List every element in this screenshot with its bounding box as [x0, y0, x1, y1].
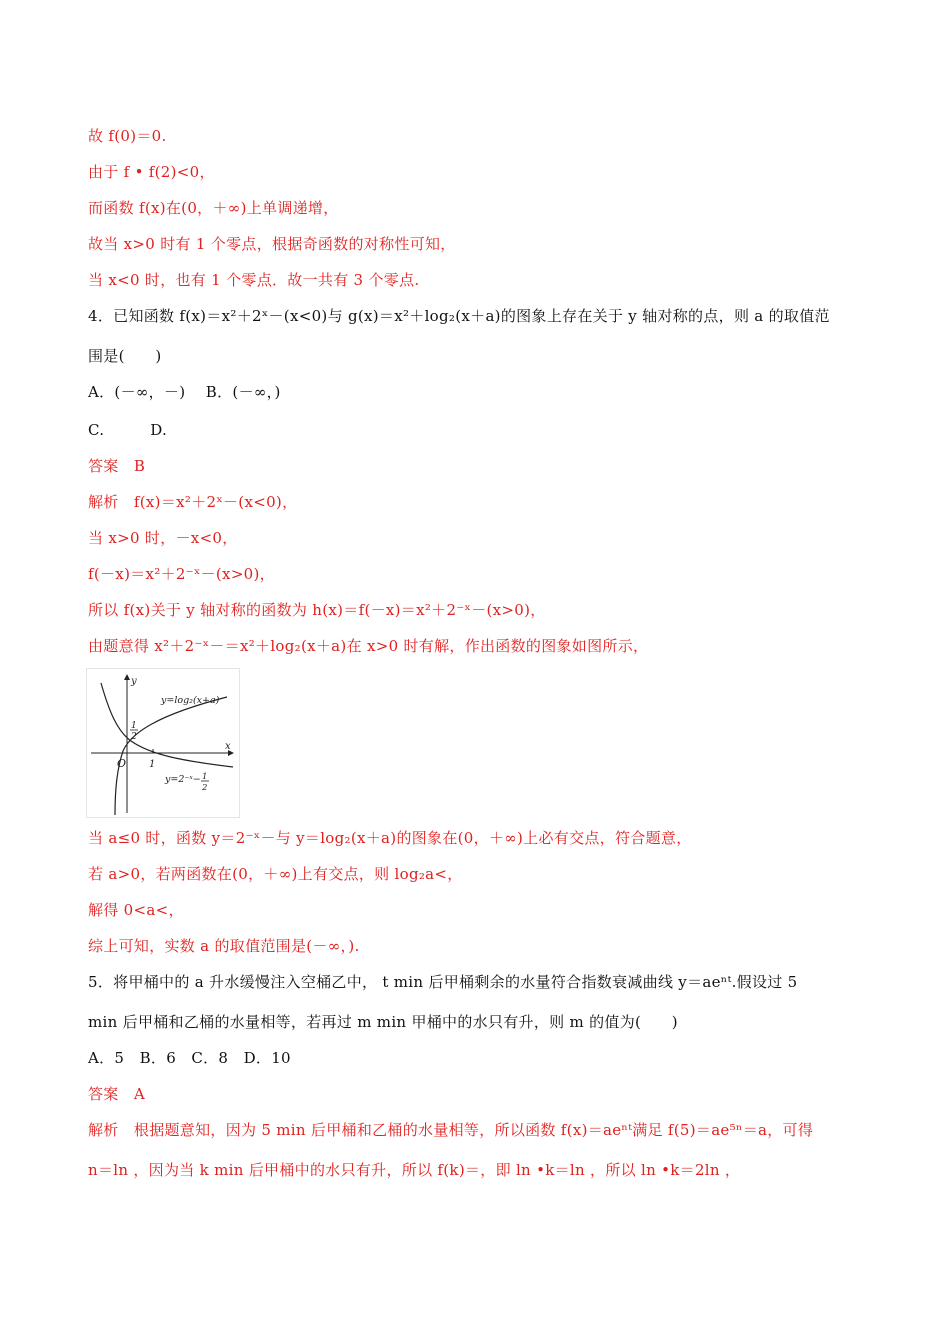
question-4-options-ab: A．(－∞，－) B．(－∞，) [88, 383, 281, 401]
analysis-line: 解析 f(x)＝x²＋2ˣ－(x<0)， [88, 493, 298, 511]
analysis-line: 由题意得 x²＋2⁻ˣ－＝x²＋log₂(x＋a)在 x>0 时有解，作出函数的图象如图所示， [88, 637, 649, 655]
answer-label: 答案 B [88, 457, 146, 475]
y-axis-label: y [131, 676, 137, 687]
analysis-line: 当 x>0 时，－x<0， [88, 529, 238, 547]
text-line: 当 x<0 时，也有 1 个零点．故一共有 3 个零点. [88, 271, 420, 289]
question-4-stem-cont: 围是( ) [88, 347, 162, 365]
question-5-options: A．5 B．6 C．8 D．10 [88, 1049, 291, 1067]
answer-label: 答案 A [88, 1085, 146, 1103]
analysis-line: 综上可知，实数 a 的取值范围是(－∞，). [88, 937, 360, 955]
origin-label: O [117, 757, 127, 770]
question-4-options-cd: C. D. [88, 421, 168, 439]
question-5-stem-cont: min 后甲桶和乙桶的水量相等，若再过 m min 甲桶中的水只有升，则 m 的值为( ) [88, 1013, 678, 1031]
x-axis-label: x [225, 741, 231, 752]
log-curve-label: y=log₂(x+a) [161, 695, 220, 706]
analysis-line: 当 a≤0 时，函数 y＝2⁻ˣ－与 y＝log₂(x＋a)的图象在(0，＋∞)上必有交点，符合题意， [88, 829, 692, 847]
half-denominator: 2 [131, 732, 137, 742]
half-numerator: 1 [131, 721, 137, 731]
question-5-stem: 5．将甲桶中的 a 升水缓慢注入空桶乙中， t min 后甲桶剩余的水量符合指数衰减曲线 y＝aeⁿᵗ.假设过 5 [88, 973, 798, 991]
exp-curve-label: y=2⁻ˣ− [165, 774, 201, 785]
exp-numerator: 1 [202, 772, 208, 782]
text-line: 故当 x>0 时有 1 个零点，根据奇函数的对称性可知， [88, 235, 456, 253]
analysis-line: n＝ln ，因为当 k min 后甲桶中的水只有升，所以 f(k)＝，即 ln •k＝ln ，所以 ln •k＝2ln ， [88, 1161, 741, 1179]
analysis-line: 所以 f(x)关于 y 轴对称的函数为 h(x)＝f(－x)＝x²＋2⁻ˣ－(x>0)， [88, 601, 546, 619]
text-line: 而函数 f(x)在(0，＋∞)上单调递增， [88, 199, 339, 217]
exp-denominator: 2 [202, 783, 208, 793]
analysis-line: 解析 根据题意知，因为 5 min 后甲桶和乙桶的水量相等，所以函数 f(x)＝aeⁿᵗ满足 f(5)＝ae⁵ⁿ＝a，可得 [88, 1121, 814, 1139]
analysis-line: 解得 0<a<， [88, 901, 184, 919]
question-4-stem: 4．已知函数 f(x)＝x²＋2ˣ－(x<0)与 g(x)＝x²＋log₂(x＋a)的图象上存在关于 y 轴对称的点，则 a 的取值范 [88, 307, 830, 325]
analysis-line: 若 a>0，若两函数在(0，＋∞)上有交点，则 log₂a<， [88, 865, 463, 883]
log-curve [115, 697, 227, 815]
text-line: 故 f(0)＝0. [88, 127, 167, 145]
function-graph-figure [86, 668, 240, 818]
x-one-label: 1 [149, 759, 156, 770]
analysis-line: f(－x)＝x²＋2⁻ˣ－(x>0)， [88, 565, 275, 583]
function-graph [87, 669, 239, 817]
text-line: 由于 f • f(2)<0， [88, 163, 215, 181]
